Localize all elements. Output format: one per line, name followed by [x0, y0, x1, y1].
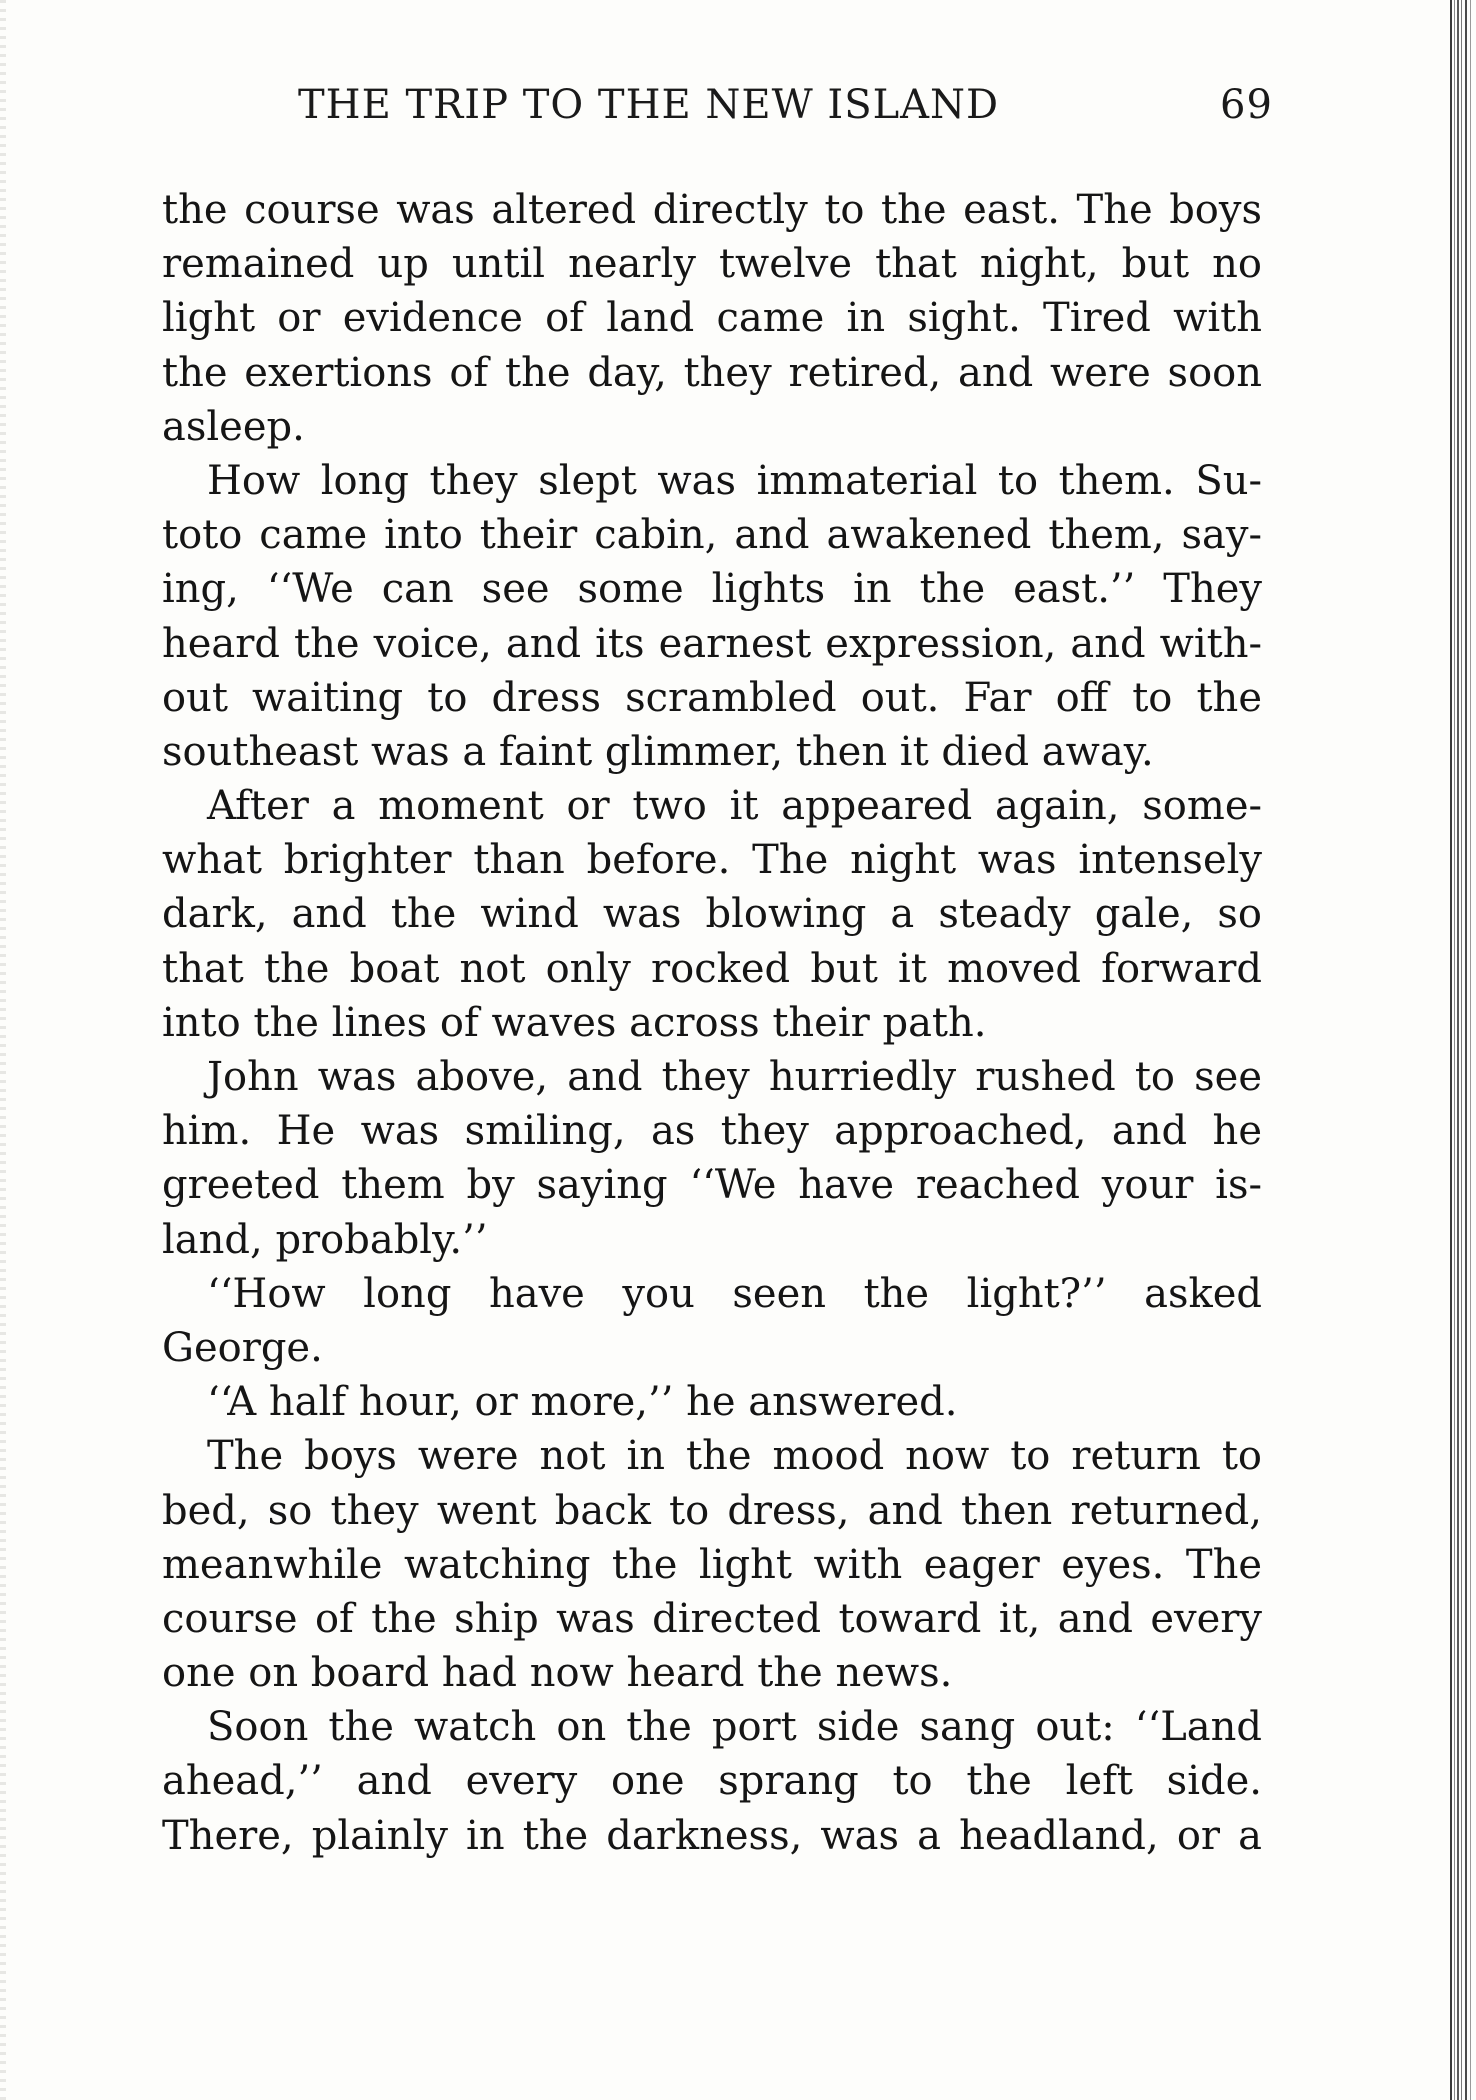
text-line: light or evidence of land came in sight. Tired with	[162, 295, 1262, 342]
text-line: ahead,’’ and every one sprang to the left side.	[162, 1758, 1262, 1805]
text-line: ing, ‘‘We can see some lights in the east.’’ They	[162, 566, 1262, 613]
page-binding-edge	[1448, 0, 1476, 2100]
text-line: There, plainly in the darkness, was a headland, or a	[162, 1812, 1262, 1859]
text-line: dark, and the wind was blowing a steady gale, so	[162, 891, 1262, 938]
text-line: greeted them by saying ‘‘We have reached your is-	[162, 1162, 1262, 1209]
running-head-title: THE TRIP TO THE NEW ISLAND	[298, 82, 1000, 128]
text-line: Soon the watch on the port side sang out: ‘‘Land	[207, 1704, 1262, 1751]
text-line: asleep.	[162, 403, 305, 450]
text-line: southeast was a faint glimmer, then it died away.	[162, 728, 1154, 775]
text-line: heard the voice, and its earnest expression, and with-	[162, 620, 1262, 667]
text-line: remained up until nearly twelve that night, but no	[162, 241, 1262, 288]
text-line: one on board had now heard the news.	[162, 1650, 953, 1697]
text-line: After a moment or two it appeared again, some-	[207, 783, 1262, 830]
running-head	[160, 82, 1273, 142]
text-line: the course was altered directly to the east. The boys	[162, 187, 1262, 233]
body-text	[162, 183, 1262, 1863]
page-left-edge	[0, 0, 6, 2100]
text-line: George.	[162, 1324, 323, 1371]
text-line: John was above, and they hurriedly rushed to see	[207, 1054, 1262, 1100]
text-line: course of the ship was directed toward it, and every	[162, 1595, 1262, 1642]
text-line: the exertions of the day, they retired, and were soon	[162, 349, 1262, 396]
text-line: The boys were not in the mood now to return to	[207, 1433, 1262, 1480]
text-line: bed, so they went back to dress, and then returned,	[162, 1487, 1262, 1534]
text-line: out waiting to dress scrambled out. Far off to the	[162, 674, 1262, 721]
page-number: 69	[1220, 82, 1273, 128]
text-line: into the lines of waves across their path.	[162, 999, 987, 1046]
text-line: ‘‘How long have you seen the light?’’ asked	[207, 1270, 1262, 1317]
text-line: what brighter than before. The night was intensely	[162, 837, 1262, 884]
text-line: land, probably.’’	[162, 1216, 488, 1263]
text-line: him. He was smiling, as they approached, and he	[162, 1108, 1262, 1155]
text-line: ‘‘A half hour, or more,’’ he answered.	[207, 1379, 958, 1426]
text-line: toto came into their cabin, and awakened them, say-	[162, 512, 1262, 559]
text-line: How long they slept was immaterial to them. Su-	[207, 457, 1262, 504]
text-line: that the boat not only rocked but it moved forward	[162, 945, 1262, 992]
text-line: meanwhile watching the light with eager eyes. The	[162, 1541, 1262, 1588]
